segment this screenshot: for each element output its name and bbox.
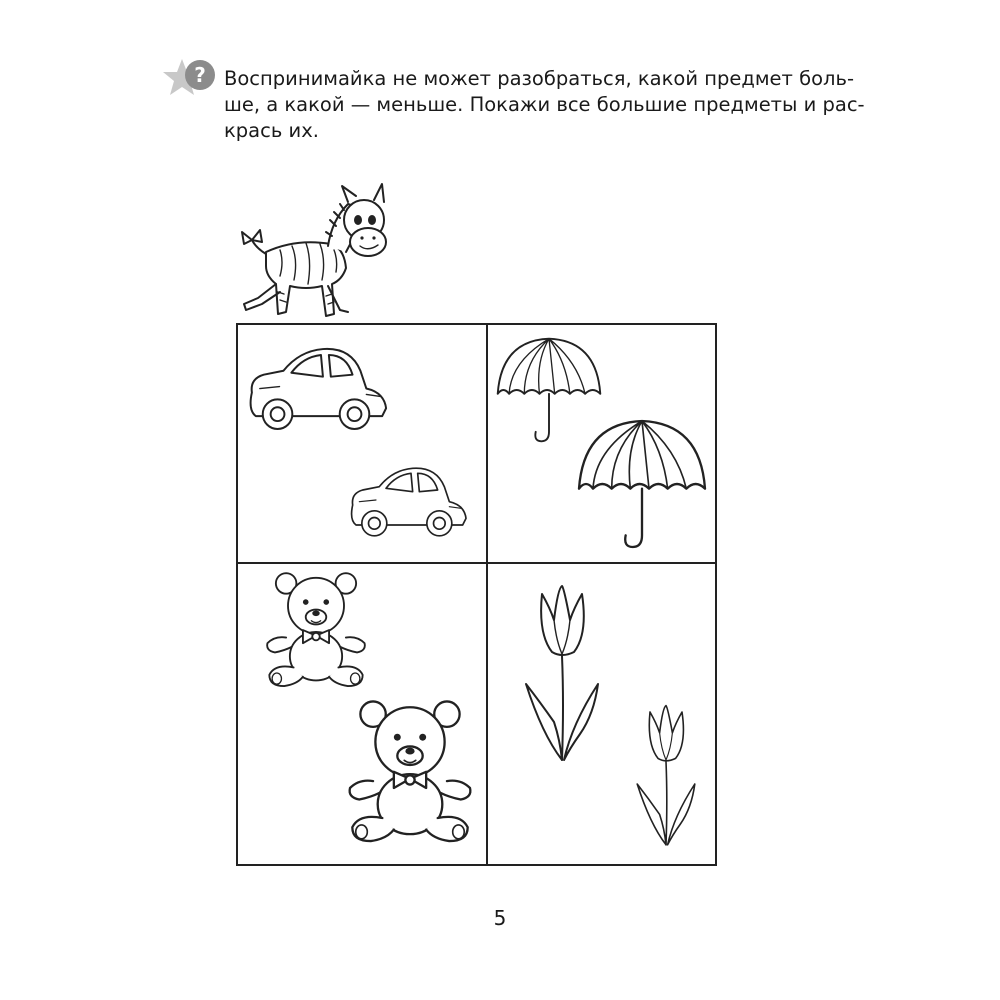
comparison-grid bbox=[236, 323, 717, 866]
cell-umbrellas bbox=[488, 325, 717, 562]
umbrella-icon[interactable] bbox=[572, 409, 712, 559]
instruction-line-2: ше, а какой — меньше. Покажи все большие предметы и рас- bbox=[224, 93, 865, 116]
tulip-icon[interactable] bbox=[634, 704, 698, 848]
car-icon[interactable] bbox=[244, 345, 392, 434]
svg-text:?: ? bbox=[194, 63, 206, 87]
cell-bears bbox=[238, 564, 486, 866]
cell-cars bbox=[238, 325, 486, 562]
tulip-icon[interactable] bbox=[522, 584, 602, 764]
instruction-line-3: крась их. bbox=[224, 119, 319, 142]
car-icon[interactable] bbox=[346, 465, 471, 540]
zebra-icon bbox=[236, 180, 396, 325]
instruction-line-1: Воспринимайка не может разобраться, какой предмет боль- bbox=[224, 67, 855, 90]
page-number: 5 bbox=[493, 906, 507, 930]
cell-tulips bbox=[488, 564, 717, 866]
task-instruction bbox=[224, 66, 865, 144]
teddy-bear-icon[interactable] bbox=[340, 698, 480, 848]
star-question-icon bbox=[160, 55, 216, 103]
teddy-bear-icon[interactable] bbox=[260, 570, 372, 692]
